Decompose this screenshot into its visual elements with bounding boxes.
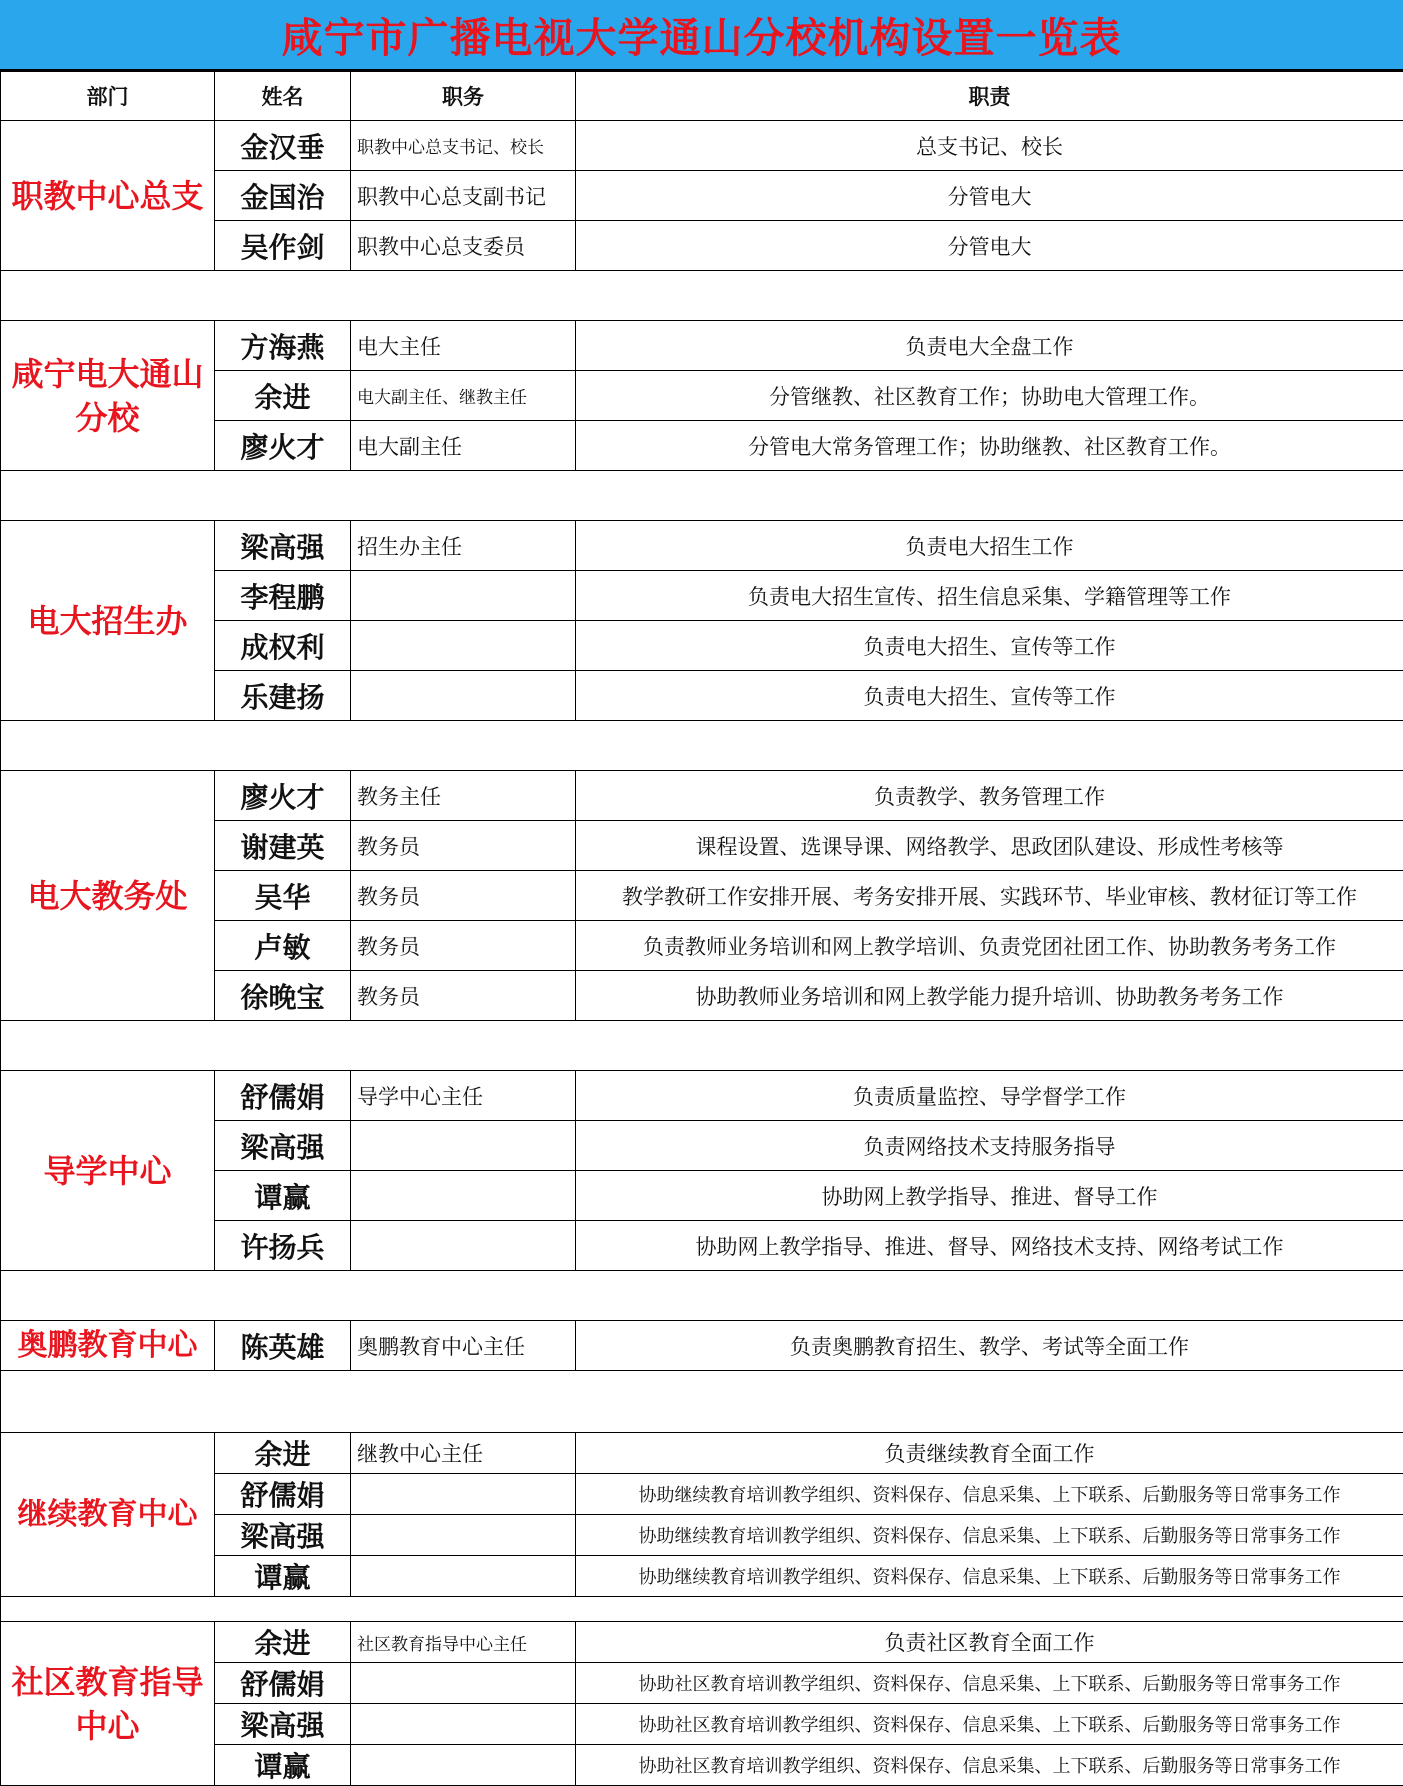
position-cell: 教务员 (351, 871, 576, 921)
duty-cell: 负责教师业务培训和网上教学培训、负责党团社团工作、协助教务考务工作 (576, 921, 1403, 971)
name-cell: 李程鹏 (215, 571, 351, 621)
name-cell: 余进 (215, 1433, 351, 1474)
position-cell: 职教中心总支委员 (351, 221, 576, 271)
name-cell: 谭赢 (215, 1745, 351, 1786)
table-row (1, 521, 1403, 571)
position-cell: 职教中心总支副书记 (351, 171, 576, 221)
name-cell: 陈英雄 (215, 1321, 351, 1371)
duty-cell: 负责奥鹏教育招生、教学、考试等全面工作 (576, 1321, 1403, 1371)
position-cell (351, 571, 576, 621)
duty-cell: 协助教师业务培训和网上教学能力提升培训、协助教务考务工作 (576, 971, 1403, 1021)
name-cell: 吴作剑 (215, 221, 351, 271)
duty-cell: 分管电大 (576, 171, 1403, 221)
position-cell (351, 1121, 576, 1171)
dept-cell: 导学中心 (1, 1071, 215, 1271)
title-banner (0, 0, 1403, 71)
duty-cell: 协助社区教育培训教学组织、资料保存、信息采集、上下联系、后勤服务等日常事务工作 (576, 1663, 1403, 1704)
name-cell: 舒儒娟 (215, 1474, 351, 1515)
name-cell: 卢敏 (215, 921, 351, 971)
table-row (1, 1071, 1403, 1121)
name-cell: 吴华 (215, 871, 351, 921)
name-cell: 余进 (215, 1622, 351, 1663)
name-cell: 梁高强 (215, 1704, 351, 1745)
spacer-row (1, 1371, 1403, 1433)
spacer-cell (1, 271, 1403, 321)
header-position: 职务 (351, 72, 576, 121)
table-row (1, 1433, 1403, 1474)
spacer-row (1, 471, 1403, 521)
name-cell: 梁高强 (215, 1515, 351, 1556)
spacer-cell (1, 1371, 1403, 1433)
table-row (1, 1622, 1403, 1663)
position-cell (351, 1556, 576, 1597)
duty-cell: 负责社区教育全面工作 (576, 1622, 1403, 1663)
position-cell (351, 621, 576, 671)
duty-cell: 分管电大常务管理工作；协助继教、社区教育工作。 (576, 421, 1403, 471)
duty-cell: 课程设置、选课导课、网络教学、思政团队建设、形成性考核等 (576, 821, 1403, 871)
position-cell (351, 1745, 576, 1786)
header-duty: 职责 (576, 72, 1403, 121)
duty-cell: 总支书记、校长 (576, 121, 1403, 171)
position-cell: 职教中心总支书记、校长 (351, 121, 576, 171)
name-cell: 金国治 (215, 171, 351, 221)
duty-cell: 协助继续教育培训教学组织、资料保存、信息采集、上下联系、后勤服务等日常事务工作 (576, 1515, 1403, 1556)
header-row (1, 72, 1403, 121)
dept-cell: 电大招生办 (1, 521, 215, 721)
table-body (1, 72, 1403, 1786)
position-cell (351, 1171, 576, 1221)
duty-cell: 协助社区教育培训教学组织、资料保存、信息采集、上下联系、后勤服务等日常事务工作 (576, 1745, 1403, 1786)
spacer-cell (1, 1021, 1403, 1071)
duty-cell: 分管继教、社区教育工作；协助电大管理工作。 (576, 371, 1403, 421)
dept-cell: 社区教育指导中心 (1, 1622, 215, 1786)
name-cell: 谢建英 (215, 821, 351, 871)
position-cell: 教务员 (351, 971, 576, 1021)
duty-cell: 负责教学、教务管理工作 (576, 771, 1403, 821)
duty-cell: 负责网络技术支持服务指导 (576, 1121, 1403, 1171)
spacer-cell (1, 471, 1403, 521)
table-row (1, 1321, 1403, 1371)
position-cell (351, 1663, 576, 1704)
name-cell: 徐晚宝 (215, 971, 351, 1021)
duty-cell: 协助继续教育培训教学组织、资料保存、信息采集、上下联系、后勤服务等日常事务工作 (576, 1474, 1403, 1515)
position-cell: 教务员 (351, 921, 576, 971)
spacer-row (1, 1271, 1403, 1321)
name-cell: 金汉垂 (215, 121, 351, 171)
duty-cell: 负责电大招生工作 (576, 521, 1403, 571)
spacer-row (1, 1021, 1403, 1071)
position-cell: 继教中心主任 (351, 1433, 576, 1474)
duty-cell: 协助网上教学指导、推进、督导、网络技术支持、网络考试工作 (576, 1221, 1403, 1271)
duty-cell: 协助网上教学指导、推进、督导工作 (576, 1171, 1403, 1221)
name-cell: 余进 (215, 371, 351, 421)
table-row (1, 321, 1403, 371)
name-cell: 乐建扬 (215, 671, 351, 721)
organization-table (0, 71, 1403, 1786)
position-cell (351, 671, 576, 721)
position-cell (351, 1515, 576, 1556)
position-cell: 招生办主任 (351, 521, 576, 571)
position-cell (351, 1474, 576, 1515)
table-row (1, 771, 1403, 821)
spacer-row (1, 1597, 1403, 1622)
spacer-row (1, 721, 1403, 771)
duty-cell: 负责质量监控、导学督学工作 (576, 1071, 1403, 1121)
name-cell: 梁高强 (215, 521, 351, 571)
position-cell: 奥鹏教育中心主任 (351, 1321, 576, 1371)
duty-cell: 负责电大招生宣传、招生信息采集、学籍管理等工作 (576, 571, 1403, 621)
spacer-cell (1, 721, 1403, 771)
dept-cell: 继续教育中心 (1, 1433, 215, 1597)
name-cell: 舒儒娟 (215, 1071, 351, 1121)
duty-cell: 协助继续教育培训教学组织、资料保存、信息采集、上下联系、后勤服务等日常事务工作 (576, 1556, 1403, 1597)
name-cell: 方海燕 (215, 321, 351, 371)
duty-cell: 负责电大招生、宣传等工作 (576, 671, 1403, 721)
name-cell: 廖火才 (215, 421, 351, 471)
duty-cell: 负责电大招生、宣传等工作 (576, 621, 1403, 671)
duty-cell: 负责继续教育全面工作 (576, 1433, 1403, 1474)
dept-cell: 电大教务处 (1, 771, 215, 1021)
name-cell: 谭赢 (215, 1171, 351, 1221)
name-cell: 廖火才 (215, 771, 351, 821)
position-cell: 导学中心主任 (351, 1071, 576, 1121)
position-cell: 教务员 (351, 821, 576, 871)
name-cell: 舒儒娟 (215, 1663, 351, 1704)
position-cell: 电大副主任、继教主任 (351, 371, 576, 421)
position-cell: 社区教育指导中心主任 (351, 1622, 576, 1663)
position-cell: 电大主任 (351, 321, 576, 371)
header-name: 姓名 (215, 72, 351, 121)
name-cell: 许扬兵 (215, 1221, 351, 1271)
duty-cell: 教学教研工作安排开展、考务安排开展、实践环节、毕业审核、教材征订等工作 (576, 871, 1403, 921)
position-cell (351, 1221, 576, 1271)
spacer-row (1, 271, 1403, 321)
position-cell: 电大副主任 (351, 421, 576, 471)
spacer-cell (1, 1597, 1403, 1622)
name-cell: 谭赢 (215, 1556, 351, 1597)
duty-cell: 分管电大 (576, 221, 1403, 271)
position-cell (351, 1704, 576, 1745)
position-cell: 教务主任 (351, 771, 576, 821)
table-row (1, 121, 1403, 171)
spacer-cell (1, 1271, 1403, 1321)
page-title: 咸宁市广播电视大学通山分校机构设置一览表 (282, 5, 1122, 64)
dept-cell: 咸宁电大通山分校 (1, 321, 215, 471)
dept-cell: 职教中心总支 (1, 121, 215, 271)
duty-cell: 负责电大全盘工作 (576, 321, 1403, 371)
header-dept: 部门 (1, 72, 215, 121)
name-cell: 成权利 (215, 621, 351, 671)
dept-cell: 奥鹏教育中心 (1, 1321, 215, 1371)
duty-cell: 协助社区教育培训教学组织、资料保存、信息采集、上下联系、后勤服务等日常事务工作 (576, 1704, 1403, 1745)
name-cell: 梁高强 (215, 1121, 351, 1171)
